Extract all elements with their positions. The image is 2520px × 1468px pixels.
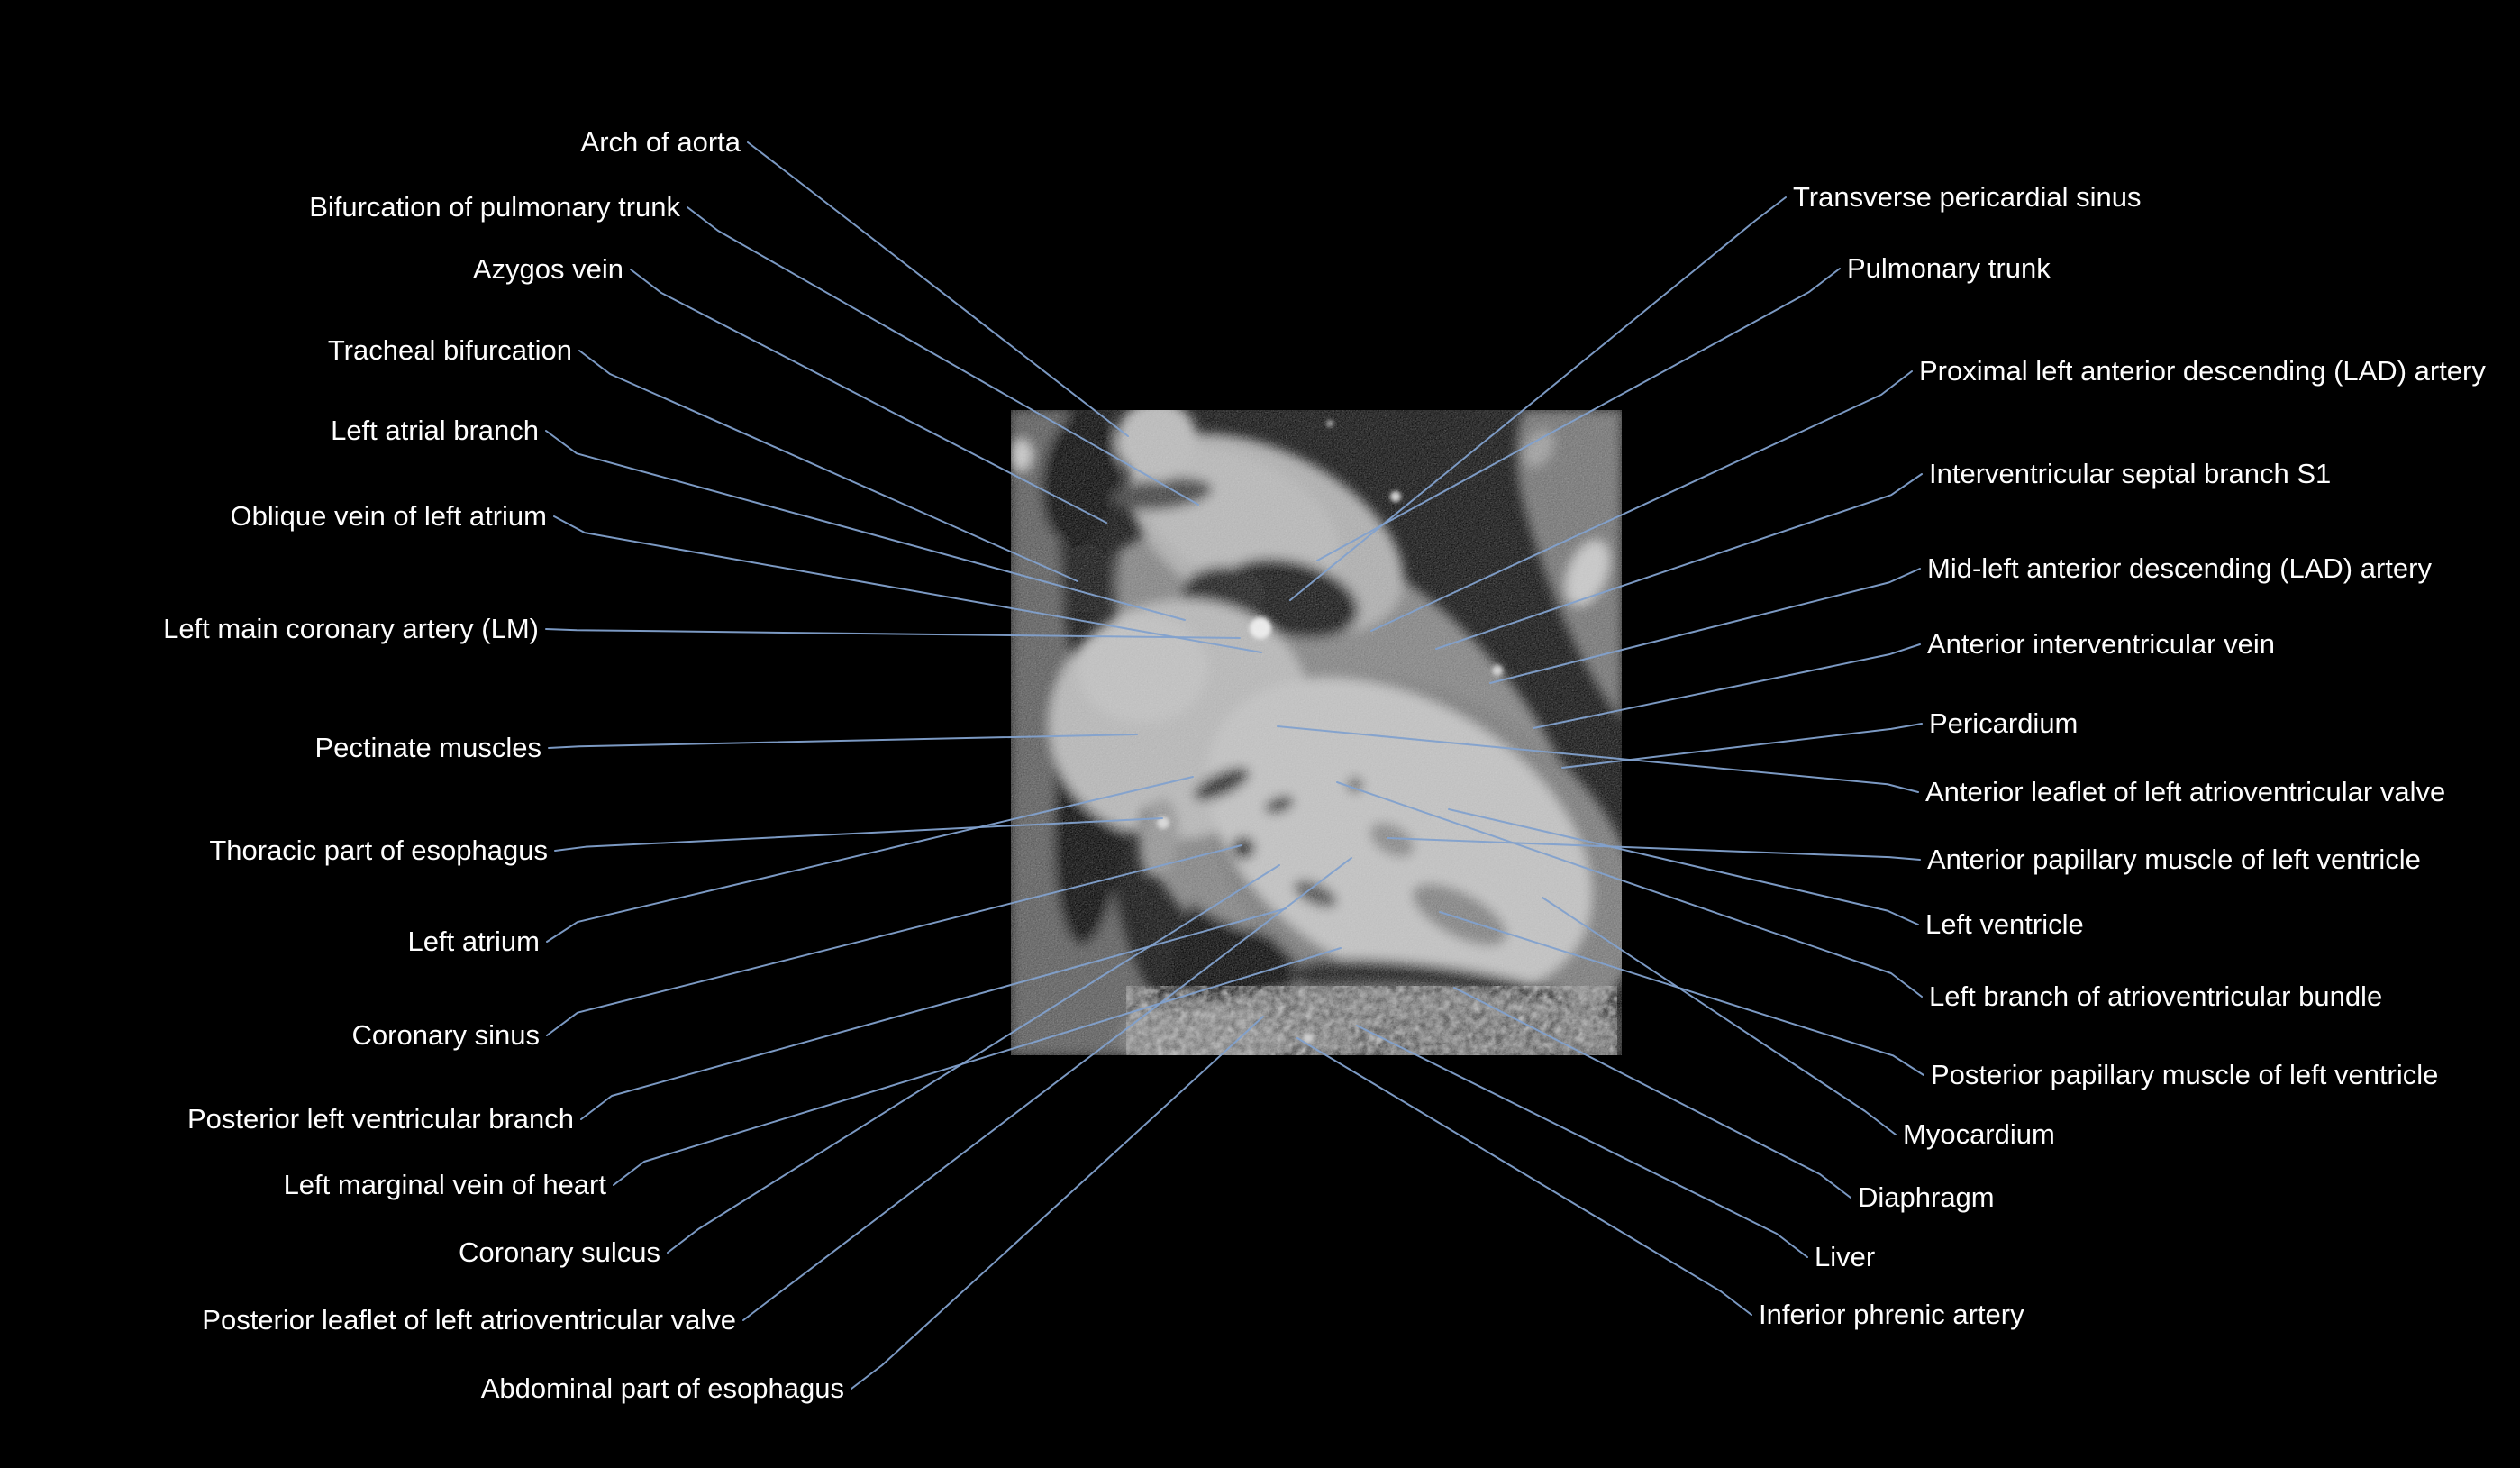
label-proximal-left-anterior-descending-lad-artery[interactable]: Proximal left anterior descending (LAD) artery: [1919, 355, 2486, 387]
label-abdominal-part-of-esophagus[interactable]: Abdominal part of esophagus: [480, 1372, 844, 1404]
label-left-main-coronary-artery-lm[interactable]: Left main coronary artery (LM): [163, 613, 539, 644]
leader-line-bifurcation-of-pulmonary-trunk: [687, 207, 1198, 505]
label-coronary-sinus[interactable]: Coronary sinus: [351, 1019, 540, 1051]
label-anterior-interventricular-vein[interactable]: Anterior interventricular vein: [1927, 628, 2275, 660]
label-left-marginal-vein-of-heart[interactable]: Left marginal vein of heart: [283, 1169, 606, 1200]
label-diaphragm[interactable]: Diaphragm: [1858, 1181, 1995, 1213]
label-pectinate-muscles[interactable]: Pectinate muscles: [314, 732, 541, 763]
label-coronary-sulcus[interactable]: Coronary sulcus: [459, 1236, 660, 1268]
label-transverse-pericardial-sinus[interactable]: Transverse pericardial sinus: [1793, 181, 2142, 213]
label-posterior-papillary-muscle-of-left-ventricle[interactable]: Posterior papillary muscle of left ventricle: [1931, 1059, 2439, 1090]
label-pericardium[interactable]: Pericardium: [1929, 707, 2079, 739]
leader-line-liver: [1357, 1026, 1807, 1257]
label-azygos-vein[interactable]: Azygos vein: [472, 253, 623, 285]
label-anterior-papillary-muscle-of-left-ventricle[interactable]: Anterior papillary muscle of left ventricle: [1927, 843, 2421, 875]
leader-line-inferior-phrenic-artery: [1297, 1038, 1751, 1315]
label-myocardium[interactable]: Myocardium: [1903, 1118, 2055, 1150]
leader-line-tracheal-bifurcation: [579, 351, 1078, 581]
leader-line-arch-of-aorta: [748, 142, 1128, 436]
label-tracheal-bifurcation[interactable]: Tracheal bifurcation: [327, 334, 572, 366]
label-thoracic-part-of-esophagus[interactable]: Thoracic part of esophagus: [209, 834, 548, 866]
label-liver[interactable]: Liver: [1815, 1241, 1876, 1272]
label-mid-left-anterior-descending-lad-artery[interactable]: Mid-left anterior descending (LAD) artery: [1927, 552, 2432, 584]
label-posterior-left-ventricular-branch[interactable]: Posterior left ventricular branch: [186, 1103, 574, 1135]
label-left-atrium[interactable]: Left atrium: [407, 925, 540, 957]
label-oblique-vein-of-left-atrium[interactable]: Oblique vein of left atrium: [230, 500, 547, 532]
label-pulmonary-trunk[interactable]: Pulmonary trunk: [1847, 252, 2051, 284]
ct-image[interactable]: [1010, 392, 1706, 1115]
label-posterior-leaflet-of-left-atrioventricular-valve[interactable]: Posterior leaflet of left atrioventricular valve: [202, 1304, 736, 1336]
label-left-branch-of-atrioventricular-bundle[interactable]: Left branch of atrioventricular bundle: [1929, 980, 2383, 1012]
label-arch-of-aorta[interactable]: Arch of aorta: [580, 126, 741, 158]
leader-line-coronary-sulcus: [668, 865, 1279, 1253]
label-inferior-phrenic-artery[interactable]: Inferior phrenic artery: [1759, 1299, 2024, 1330]
label-left-atrial-branch[interactable]: Left atrial branch: [331, 415, 539, 446]
label-left-ventricle[interactable]: Left ventricle: [1925, 908, 2084, 940]
label-interventricular-septal-branch-s1[interactable]: Interventricular septal branch S1: [1929, 458, 2332, 489]
label-anterior-leaflet-of-left-atrioventricular-valve[interactable]: Anterior leaflet of left atrioventricular valve: [1925, 776, 2446, 807]
leader-line-abdominal-part-of-esophagus: [851, 1017, 1263, 1389]
ct-grain-overlay: [1011, 410, 1622, 1055]
label-bifurcation-of-pulmonary-trunk[interactable]: Bifurcation of pulmonary trunk: [309, 191, 680, 223]
